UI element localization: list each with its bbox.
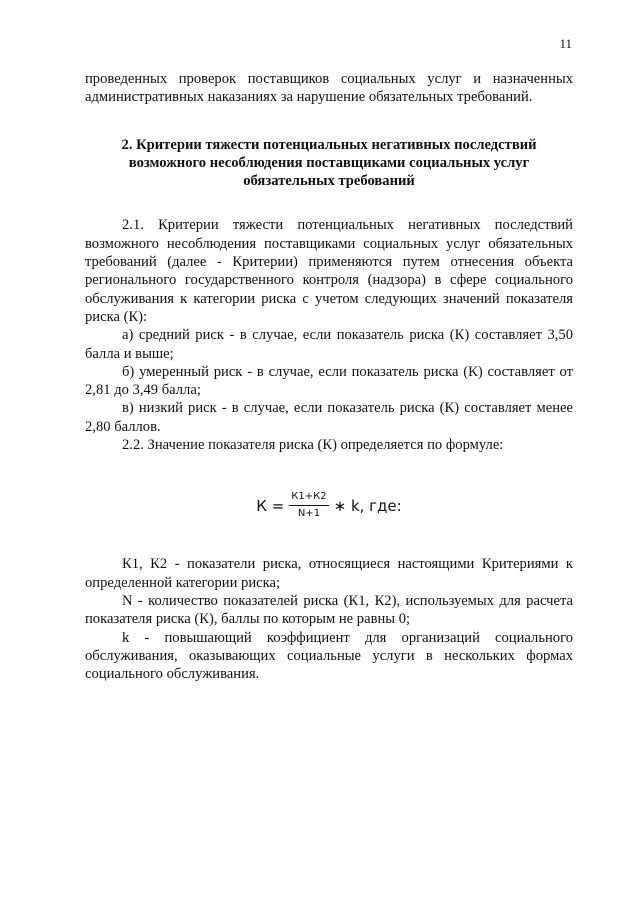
paragraph-2-2: 2.2. Значение показателя риска (К) определяется по формуле: bbox=[122, 437, 504, 454]
formula-denominator: N+1 bbox=[297, 508, 321, 520]
paragraph-2-1: 2.1. Критерии тяжести потенциальных негативных последствий возможного несоблюдения поставщиками социальных услуг обязательных требований (далее - Критерии) применяются путем отнесения объекта регионального государственного контроля (надзора) в сфере социального обслуживания к категории риска с учетом следующих значений показателя риска (К): bbox=[85, 217, 573, 325]
formula-fraction bbox=[289, 491, 328, 520]
paragraph-risk-medium: а) средний риск - в случае, если показатель риска (К) составляет 3,50 балла и выше; bbox=[85, 327, 573, 362]
formula-expression bbox=[256, 491, 401, 520]
paragraph-risk-moderate: б) умеренный риск - в случае, если показатель риска (К) составляет от 2,81 до 3,49 балла; bbox=[85, 363, 573, 399]
paragraph-continuation: проведенных проверок поставщиков социальных услуг и назначенных административных наказаниях за нарушение обязательных требований. bbox=[85, 71, 573, 106]
document-body bbox=[85, 70, 573, 683]
definition-k: k - повышающий коэффициент для организаций социального обслуживания, оказывающих социальные услуги в нескольких формах социального обслуживания. bbox=[85, 629, 573, 683]
formula-lhs: К = bbox=[256, 496, 285, 515]
definition-k1-k2: К1, К2 - показатели риска, относящиеся настоящими Критериями к определенной категории риска; bbox=[85, 556, 573, 591]
section-heading: 2. Критерии тяжести потенциальных негативных последствий возможного несоблюдения поставщиками социальных услуг обязательных требований bbox=[121, 136, 537, 190]
risk-formula bbox=[85, 491, 573, 527]
definition-n: N - количество показателей риска (К1, К2), используемых для расчета показателя риска (К), баллы по которым не равны 0; bbox=[85, 592, 573, 628]
page-number: 11 bbox=[559, 36, 572, 51]
formula-rhs: ∗ k, где: bbox=[333, 496, 402, 515]
formula-numerator: К1+К2 bbox=[289, 491, 328, 506]
paragraph-risk-low: в) низкий риск - в случае, если показатель риска (К) составляет менее 2,80 баллов. bbox=[85, 400, 573, 435]
